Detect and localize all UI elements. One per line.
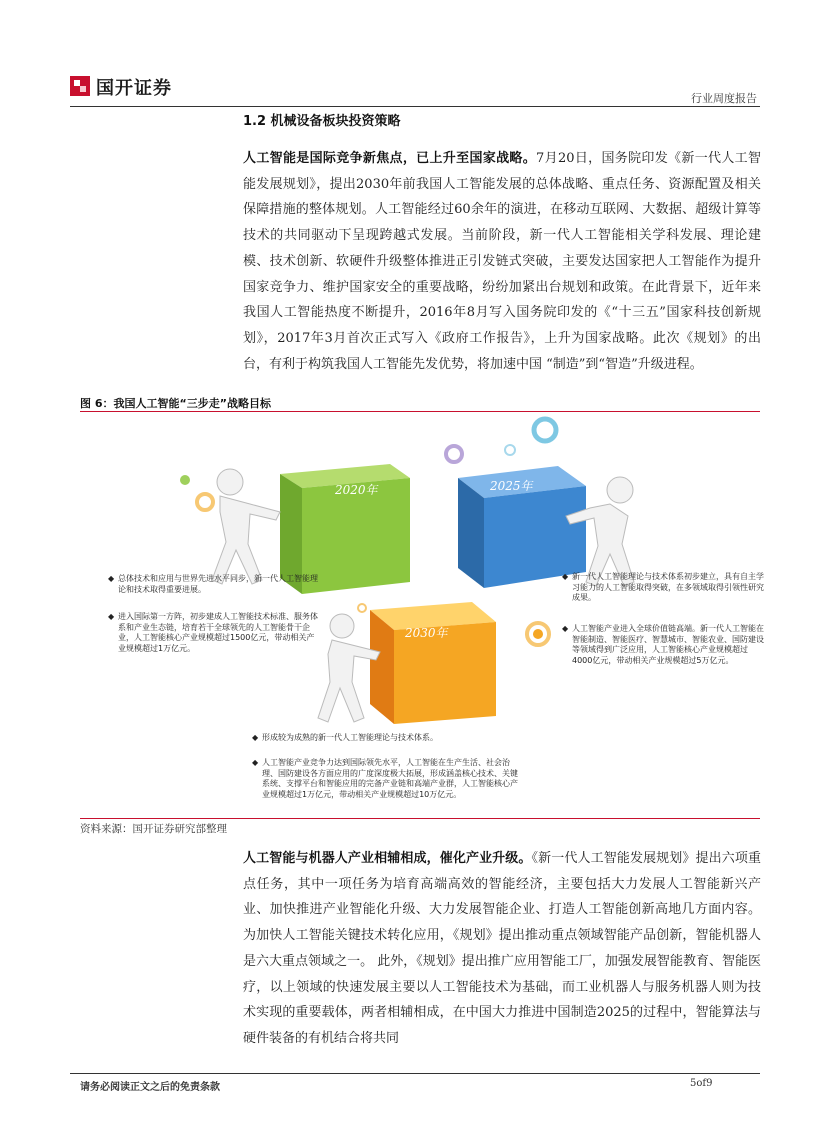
report-type: 行业周度报告 (691, 92, 757, 105)
note-2030-1: ◆ 形成较为成熟的新一代人工智能理论与技术体系。 (252, 733, 438, 742)
note-2020-1: ◆ 总体技术和应用与世界先进水平同步，新一代人工智能理论和技术取得重要进展。 (108, 574, 318, 594)
note-2030-2: ◆ 人工智能产业竞争力达到国际领先水平，人工智能在生产生活、社会治理、国防建设各方面应用的广度深度极大拓展，形成涵盖核心技术、关键系统、支撑平台和智能应用的完备产业链和高端产业群，人工智能核心产业规模超过1万亿元，带动相关产业规模超过10万亿元。 (252, 758, 518, 799)
cube-2025 (458, 466, 586, 588)
paragraph-ai-strategy (243, 146, 761, 377)
figure-source: 资料来源：国开证券研究部整理 (80, 823, 227, 835)
paragraph-lead: 人工智能是国际竞争新焦点，已上升至国家战略。 (243, 151, 537, 166)
diamond-bullet-icon: ◆ (562, 572, 569, 581)
paragraph-body: 《新一代人工智能发展规划》提出六项重点任务，其中一项任务为培育高端高效的智能经济，主要包括大力发展人工智能新兴产业、加快推进产业智能化升级、大力发展智能企业、打造人工智能创新高地几方面内容。为加快人工智能关键技术转化应用，《规划》提出推动重点领域智能产品创新，智能机器人是六大重点领域之一。 此外，《规划》提出推广应用智能工厂，加强发展智能教育、智能医疗，以上领域的快速发展主要以人工智能技术为基础，而工业机器人与服务机器人则为技术实现的重要载体，两者相辅相成，在中国大力推进中国制造2025的过程中，智能算法与硬件装备的有机结合将共同 (243, 851, 761, 1046)
paragraph-robotics (243, 846, 761, 1052)
section-title: 1.2 机械设备板块投资策略 (243, 114, 401, 129)
diamond-bullet-icon: ◆ (562, 624, 569, 633)
company-logo (70, 76, 90, 96)
cube-2030 (370, 602, 496, 724)
note-2025-1: ◆ 新一代人工智能理论与技术体系初步建立，具有自主学习能力的人工智能取得突破，在多领域取得引领性研究成果。 (562, 572, 764, 602)
header-divider (70, 106, 760, 107)
cube-2025-label: 2025年 (490, 479, 533, 493)
brand-name: 国开证券 (96, 78, 172, 99)
page-number: 5of9 (690, 1078, 713, 1089)
robot-figure-2020 (212, 469, 280, 584)
diamond-bullet-icon: ◆ (108, 612, 115, 621)
diamond-bullet-icon: ◆ (252, 758, 259, 767)
cube-2030-label: 2030年 (405, 626, 448, 640)
paragraph-lead: 人工智能与机器人产业相辅相成，催化产业升级。 (243, 851, 532, 866)
diamond-bullet-icon: ◆ (108, 574, 115, 583)
diamond-bullet-icon: ◆ (252, 733, 259, 742)
figure-title: 图 6：我国人工智能“三步走”战略目标 (80, 397, 271, 410)
cube-2020-label: 2020年 (335, 483, 378, 497)
figure-bottom-rule (80, 818, 760, 819)
note-2020-2: ◆ 进入国际第一方阵，初步建成人工智能技术标准、服务体系和产业生态链，培育若干全球领先的人工智能骨干企业，人工智能核心产业规模超过1500亿元，带动相关产业规模超过1万亿元。 (108, 612, 318, 653)
disclaimer-note: 请务必阅读正文之后的免责条款 (80, 1082, 220, 1093)
note-2025-2: ◆ 人工智能产业进入全球价值链高端。新一代人工智能在智能制造、智能医疗、智慧城市、智能农业、国防建设等领域得到广泛应用，人工智能核心产业规模超过4000亿元，带动相关产业规模超过5万亿元。 (562, 624, 764, 665)
paragraph-body: 7月20日，国务院印发《新一代人工智能发展规划》，提出2030年前我国人工智能发展的总体战略、重点任务、资源配置及相关保障措施的整体规划。人工智能经过60余年的演进，在移动互联网、大数据、超级计算等技术的共同驱动下呈现跨越式发展。当前阶段，新一代人工智能相关学科发展、理论建模、技术创新、软硬件升级整体推进正引发链式突破，主要发达国家把人工智能作为提升国家竞争力、维护国家安全的重要战略，纷纷加紧出台规划和政策。在此背景下，近年来我国人工智能热度不断提升，2016年8月写入国务院印发的《“十三五”国家科技创新规划》，2017年3月首次正式写入《政府工作报告》，上升为国家战略。此次《规划》的出台，有利于构筑我国人工智能先发优势，将加速中国 “制造”到“智造”升级进程。 (243, 151, 761, 372)
footer-divider (70, 1073, 760, 1074)
